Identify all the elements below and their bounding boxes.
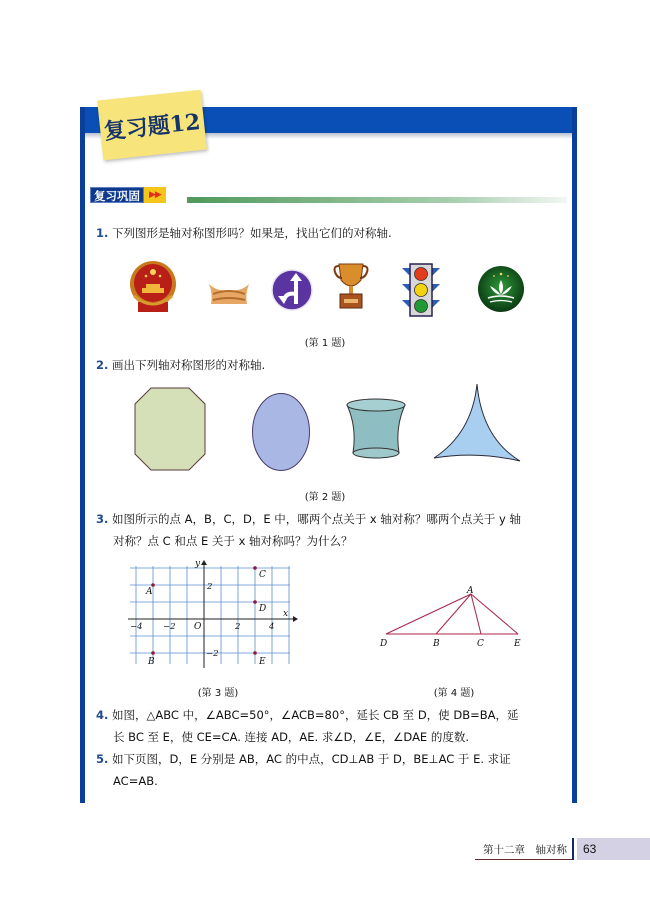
ellipse-figure: [251, 392, 311, 472]
macau-emblem-figure: [476, 264, 526, 314]
turn-arrow-sign-figure: [270, 268, 314, 312]
point-label-b: B: [148, 657, 155, 667]
traffic-light-figure: [400, 262, 442, 318]
chapter-label: 第十二章 轴对称: [475, 840, 573, 860]
svg-text:2: 2: [235, 622, 241, 632]
question-text-line-2: 长 BC 至 E，使 CE=CA. 连接 AD，AE. 求∠D，∠E，∠DAE 的度数.: [113, 730, 470, 744]
octagon-figure: [134, 387, 206, 471]
page-number: 63: [577, 838, 650, 860]
double-arrow-icon: ▶▶: [144, 187, 166, 203]
question-1: [96, 222, 392, 244]
point-label-a: A: [146, 587, 153, 597]
figure-4-caption: (第 4 题): [433, 688, 475, 699]
section-header: [90, 187, 166, 203]
svg-text:E: E: [514, 639, 521, 649]
point-label-e: E: [259, 657, 266, 667]
question-text-line-1: 如图所示的点 A，B，C，D，E 中，哪两个点关于 x 轴对称？哪两个点关于 y 轴: [112, 512, 521, 526]
point-label-c: C: [259, 570, 266, 580]
svg-text:A: A: [467, 586, 474, 596]
svg-text:2: 2: [207, 582, 213, 592]
question-text-line-2: AC=AB.: [113, 774, 158, 788]
figure-3-caption: (第 3 题): [197, 688, 239, 699]
question-text: 画出下列轴对称图形的对称轴.: [112, 358, 266, 372]
svg-text:C: C: [477, 639, 484, 649]
title-sticky-note: [97, 90, 207, 161]
question-text-line-2: 对称？点 C 和点 E 关于 x 轴对称吗？为什么？: [113, 534, 353, 548]
coordinate-grid-figure: [128, 560, 298, 668]
question-number: 2.: [96, 358, 109, 372]
figure-2-caption: (第 2 题): [304, 492, 346, 503]
question-number: 1.: [96, 226, 109, 240]
triangle-figure: [378, 586, 528, 650]
svg-text:y: y: [195, 560, 201, 569]
question-number: 4.: [96, 708, 109, 722]
svg-text:−4: −4: [130, 622, 143, 632]
vase-cylinder-figure: [345, 397, 407, 461]
question-4: [96, 704, 518, 748]
svg-text:D: D: [380, 639, 388, 649]
trophy-figure: [333, 260, 369, 312]
curved-triangle-figure: [432, 383, 522, 465]
question-2: [96, 354, 265, 376]
figure-1-caption: (第 1 题): [304, 338, 346, 349]
point-label-d: D: [259, 604, 267, 614]
question-5: [96, 748, 511, 792]
svg-text:4: 4: [269, 622, 275, 632]
question-text: 下列图形是轴对称图形吗？如果是，找出它们的对称轴.: [112, 226, 392, 240]
question-number: 3.: [96, 512, 109, 526]
question-number: 5.: [96, 752, 109, 766]
svg-text:−2: −2: [206, 649, 219, 659]
section-rule: [187, 197, 567, 203]
svg-text:−2: −2: [163, 622, 176, 632]
national-emblem-figure: [128, 258, 178, 314]
svg-text:O: O: [194, 622, 202, 632]
footer-divider: [572, 838, 574, 860]
question-text-line-1: 如图，△ABC 中，∠ABC=50°，∠ACB=80°，延长 CB 至 D，使 DB=BA，延: [112, 708, 519, 722]
ornament-figure: [207, 280, 251, 310]
question-3: [96, 508, 521, 552]
frame-left-border: [80, 107, 85, 803]
question-text-line-1: 如下页图，D，E 分别是 AB，AC 的中点，CD⊥AB 于 D，BE⊥AC 于 E. 求证: [112, 752, 511, 766]
section-label: 复习巩固: [90, 187, 144, 203]
page-title: 复习题12: [102, 108, 202, 145]
frame-right-border: [572, 107, 577, 803]
svg-text:x: x: [283, 609, 289, 619]
svg-text:B: B: [433, 639, 440, 649]
